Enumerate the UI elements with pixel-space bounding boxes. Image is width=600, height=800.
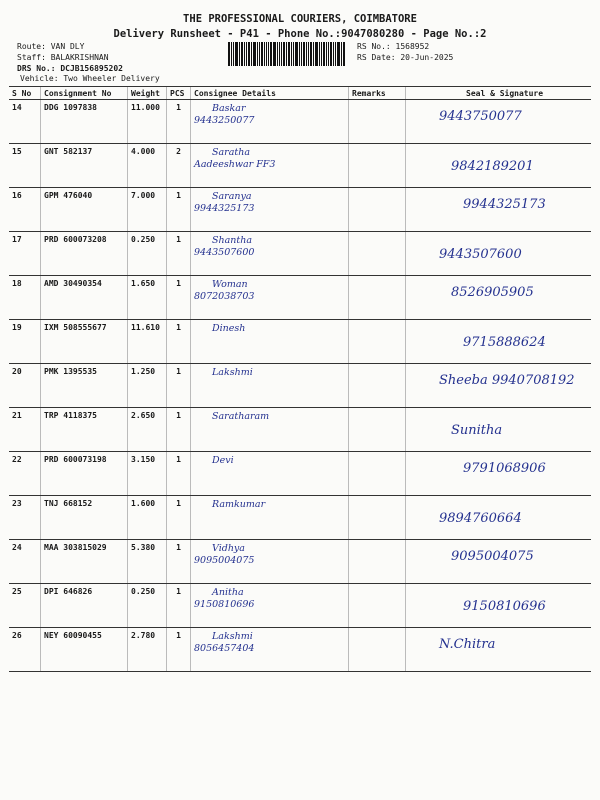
barcode-bar [337,42,340,66]
remarks-cell [349,584,406,628]
barcode-bar [231,42,232,66]
consignment-cell: TNJ 668152 [41,496,128,540]
barcode-bar [246,42,247,66]
table-row [9,100,591,144]
runsheet-table [9,86,591,672]
sno-cell: 26 [9,628,41,672]
route-label: Route: VAN DLY [17,42,85,51]
table-row [9,408,591,452]
consignment-cell: AMD 30490354 [41,276,128,320]
barcode-bar [301,42,302,66]
consignee-details-cell [191,452,349,496]
consignee-name-handwritten: Ramkumar [212,499,266,510]
consignee-name-handwritten: Saratha [212,147,250,158]
barcode-bar [341,42,342,66]
consignment-cell: NEY 60090455 [41,628,128,672]
barcode-bar [291,42,292,66]
remarks-cell [349,496,406,540]
barcode-bar [239,42,240,66]
consignee-details-cell [191,320,349,364]
pcs-cell: 1 [167,364,191,408]
signature-handwritten: 9944325173 [463,197,546,212]
barcode-bar [268,42,269,66]
consignment-cell: TRP 4118375 [41,408,128,452]
consignment-cell: MAA 303815029 [41,540,128,584]
weight-cell: 11.610 [128,320,167,364]
consignment-cell: PMK 1395535 [41,364,128,408]
signature-handwritten: 9443507600 [439,247,522,262]
barcode-bar [235,42,238,66]
seal-signature-cell [406,144,592,188]
col-pcs: PCS [167,87,191,100]
barcode-bar [293,42,294,66]
consignment-cell: IXM 508555677 [41,320,128,364]
barcode-bar [279,42,280,66]
table-row [9,364,591,408]
seal-signature-cell [406,364,592,408]
weight-cell: 2.650 [128,408,167,452]
table-row [9,540,591,584]
table-row [9,320,591,364]
col-weight: Weight [128,87,167,100]
weight-cell: 1.250 [128,364,167,408]
barcode-image [228,42,350,66]
consignee-details-cell [191,496,349,540]
sno-cell: 22 [9,452,41,496]
weight-cell: 7.000 [128,188,167,232]
barcode-bar [228,42,230,66]
consignee-phone-handwritten: 8056457404 [194,643,255,654]
signature-handwritten: N.Chitra [439,637,496,652]
runsheet-subtitle: Delivery Runsheet - P41 - Phone No.:9047080280 - Page No.:2 [113,28,487,40]
col-consignee-details: Consignee Details [191,87,349,100]
sno-cell: 23 [9,496,41,540]
remarks-cell [349,540,406,584]
barcode-bar [283,42,285,66]
barcode-bar [248,42,250,66]
consignment-cell: DDG 1097838 [41,100,128,144]
barcode-bar [326,42,327,66]
consignee-details-cell [191,584,349,628]
weight-cell: 1.600 [128,496,167,540]
table-row [9,584,591,628]
sno-cell: 20 [9,364,41,408]
signature-handwritten: 9791068906 [463,461,546,476]
consignee-details-cell [191,100,349,144]
consignment-cell: PRD 600073198 [41,452,128,496]
signature-handwritten: 9150810696 [463,599,546,614]
table-row [9,188,591,232]
pcs-cell: 1 [167,584,191,628]
page-title: THE PROFESSIONAL COURIERS, COIMBATORE [183,13,417,25]
consignee-details-cell [191,276,349,320]
barcode-bar [335,42,336,66]
weight-cell: 0.250 [128,232,167,276]
consignee-name-handwritten: Shantha [212,235,253,246]
weight-cell: 2.780 [128,628,167,672]
consignee-details-cell [191,628,349,672]
staff-label: Staff: BALAKRISHNAN [17,53,109,62]
consignee-name-handwritten: Saratharam [212,411,270,422]
table-row [9,496,591,540]
barcode-bar [259,42,260,66]
barcode-bar [261,42,263,66]
consignee-name-handwritten: Dinesh [212,323,246,334]
consignee-phone-handwritten: 9150810696 [194,599,255,610]
sno-cell: 21 [9,408,41,452]
remarks-cell [349,144,406,188]
seal-signature-cell [406,100,592,144]
consignee-details-cell [191,232,349,276]
table-row [9,232,591,276]
barcode-bar [288,42,290,66]
remarks-cell [349,364,406,408]
pcs-cell: 1 [167,496,191,540]
barcode-bar [328,42,329,66]
barcode-bar [273,42,276,66]
consignee-phone-handwritten: 9443250077 [194,115,255,126]
signature-handwritten: 9095004075 [451,549,534,564]
consignee-details-cell [191,364,349,408]
consignee-details-cell [191,540,349,584]
barcode-bar [233,42,234,66]
consignee-phone-handwritten: 9095004075 [194,555,255,566]
consignment-cell: GPM 476040 [41,188,128,232]
remarks-cell [349,100,406,144]
consignee-details-cell [191,408,349,452]
remarks-cell [349,276,406,320]
pcs-cell: 1 [167,408,191,452]
table-row [9,452,591,496]
seal-signature-cell [406,496,592,540]
weight-cell: 11.000 [128,100,167,144]
sno-cell: 18 [9,276,41,320]
barcode-bar [299,42,300,66]
consignment-cell: DPI 646826 [41,584,128,628]
barcode-bar [308,42,309,66]
consignee-name-handwritten: Lakshmi [212,631,253,642]
consignee-name-handwritten: Devi [212,455,234,466]
sno-cell: 14 [9,100,41,144]
barcode-bar [281,42,282,66]
sno-cell: 17 [9,232,41,276]
consignment-cell: GNT 582137 [41,144,128,188]
sno-cell: 25 [9,584,41,628]
vehicle-label: Vehicle: Two Wheeler Delivery [20,74,160,83]
pcs-cell: 1 [167,276,191,320]
barcode-bar [244,42,245,66]
sno-cell: 24 [9,540,41,584]
remarks-cell [349,320,406,364]
weight-cell: 4.000 [128,144,167,188]
barcode-bar [321,42,322,66]
signature-handwritten: 9894760664 [439,511,522,526]
consignee-name-handwritten: Anitha [212,587,244,598]
barcode-bar [253,42,256,66]
weight-cell: 5.380 [128,540,167,584]
barcode-bar [343,42,345,66]
signature-handwritten: Sunitha [451,423,503,438]
consignee-name-handwritten: Vidhya [212,543,245,554]
weight-cell: 0.250 [128,584,167,628]
barcode-bar [313,42,314,66]
pcs-cell: 1 [167,188,191,232]
barcode-bar [286,42,287,66]
consignee-phone-handwritten: 9443507600 [194,247,255,258]
seal-signature-cell [406,320,592,364]
barcode-bar [266,42,267,66]
col-seal-signature: Seal & Signature [406,87,592,100]
remarks-cell [349,188,406,232]
consignee-phone-handwritten: 9944325173 [194,203,255,214]
signature-handwritten: 8526905905 [451,285,534,300]
seal-signature-cell [406,188,592,232]
col-sno: S No [9,87,41,100]
pcs-cell: 1 [167,232,191,276]
barcode-bar [333,42,334,66]
signature-handwritten: Sheeba 9940708192 [439,373,575,388]
seal-signature-cell [406,540,592,584]
seal-signature-cell [406,452,592,496]
seal-signature-cell [406,628,592,672]
table-row [9,628,591,672]
consignee-phone-handwritten: Aadeeshwar FF3 [194,159,276,170]
pcs-cell: 1 [167,100,191,144]
rs-number: RS No.: 1568952 [357,42,430,51]
consignee-details-cell [191,188,349,232]
seal-signature-cell [406,408,592,452]
table-header-row [9,87,591,100]
col-consignment: Consignment No [41,87,128,100]
barcode-bar [330,42,332,66]
seal-signature-cell [406,232,592,276]
drs-number: DRS No.: DCJB156895202 [17,64,123,73]
pcs-cell: 1 [167,628,191,672]
consignee-name-handwritten: Woman [212,279,248,290]
signature-handwritten: 9715888624 [463,335,546,350]
barcode-bar [270,42,272,66]
signature-handwritten: 9842189201 [451,159,534,174]
barcode-bar [241,42,243,66]
pcs-cell: 1 [167,320,191,364]
signature-handwritten: 9443750077 [439,109,522,124]
sno-cell: 16 [9,188,41,232]
barcode-bar [306,42,307,66]
barcode-bar [315,42,318,66]
barcode-bar [251,42,252,66]
col-remarks: Remarks [349,87,406,100]
seal-signature-cell [406,584,592,628]
barcode-bar [295,42,298,66]
remarks-cell [349,452,406,496]
consignee-name-handwritten: Saranya [212,191,252,202]
consignee-name-handwritten: Baskar [212,103,246,114]
table-row [9,276,591,320]
barcode-bar [257,42,258,66]
barcode-bar [323,42,325,66]
barcode-bar [319,42,320,66]
consignment-cell: PRD 600073208 [41,232,128,276]
sno-cell: 19 [9,320,41,364]
weight-cell: 3.150 [128,452,167,496]
consignee-phone-handwritten: 8072038703 [194,291,255,302]
pcs-cell: 2 [167,144,191,188]
pcs-cell: 1 [167,452,191,496]
barcode-bar [303,42,305,66]
barcode-bar [264,42,265,66]
remarks-cell [349,408,406,452]
consignee-details-cell [191,144,349,188]
barcode-bar [277,42,278,66]
table-row [9,144,591,188]
consignee-name-handwritten: Lakshmi [212,367,253,378]
seal-signature-cell [406,276,592,320]
remarks-cell [349,232,406,276]
rs-date: RS Date: 20-Jun-2025 [357,53,454,62]
remarks-cell [349,628,406,672]
weight-cell: 1.650 [128,276,167,320]
sno-cell: 15 [9,144,41,188]
barcode-bar [310,42,312,66]
pcs-cell: 1 [167,540,191,584]
